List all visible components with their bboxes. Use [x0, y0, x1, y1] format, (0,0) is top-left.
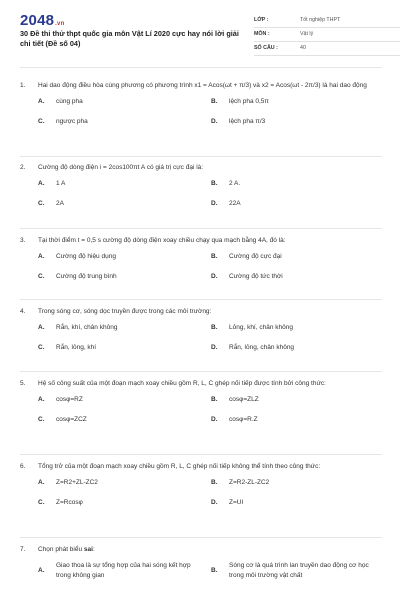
meta-value: Vật lý	[300, 31, 314, 37]
meta-value: 40	[300, 45, 306, 51]
option-letter: D.	[211, 416, 218, 423]
option-letter: A.	[38, 396, 45, 403]
answer-options	[20, 395, 382, 435]
exam-meta	[254, 14, 400, 56]
question-number: 2.	[20, 164, 26, 171]
question-text	[20, 379, 382, 389]
option-text: lệch pha 0,5π	[229, 98, 269, 105]
option-letter: B.	[211, 98, 218, 105]
question-5	[20, 379, 382, 435]
question-body-prefix: Chọn phát biểu	[38, 546, 84, 553]
option-text: 2 A.	[229, 180, 241, 187]
question-1	[20, 81, 382, 137]
exam-header	[20, 10, 382, 60]
option-letter: A.	[38, 98, 45, 105]
question-body: Tại thời điểm t = 0,5 s cường độ dòng điện xoay chiều chạy qua mạch bằng 4A, đó là:	[38, 237, 286, 244]
option-letter: C.	[38, 200, 45, 207]
option-text: cùng pha	[56, 98, 83, 105]
question-text	[20, 462, 382, 472]
answer-options	[20, 252, 382, 292]
option-letter: D.	[211, 118, 218, 125]
option-text: cosφ=RZ	[56, 396, 83, 403]
option-letter: B.	[211, 253, 218, 260]
question-6	[20, 462, 382, 518]
option-text: Cường độ cực đại	[229, 253, 282, 260]
option-letter: A.	[38, 479, 45, 486]
option-letter: C.	[38, 416, 45, 423]
question-divider	[20, 228, 382, 229]
question-7	[20, 545, 382, 600]
option-text: Cường độ trung bình	[56, 273, 117, 280]
answer-options	[20, 478, 382, 518]
option-letter: A.	[38, 567, 45, 574]
exam-title: 30 Đề thi thử thpt quốc gia môn Vật Lí 2020 cực hay nói lời giải chi tiết (Đề số 04)	[20, 29, 239, 48]
question-divider	[20, 454, 382, 455]
option-text: Z=UI	[229, 499, 244, 506]
option-letter: B.	[211, 567, 218, 574]
question-text	[20, 236, 382, 246]
option-text: ngược pha	[56, 118, 88, 125]
meta-value: Tốt nghiệp THPT	[300, 17, 341, 23]
question-divider	[20, 156, 382, 157]
question-number: 4.	[20, 308, 26, 315]
option-text: Rắn, lỏng, chân không	[229, 344, 295, 351]
question-number: 5.	[20, 380, 26, 387]
option-letter: C.	[38, 118, 45, 125]
logo-suffix: .vn	[55, 21, 65, 27]
option-letter: D.	[211, 499, 218, 506]
question-body-emphasis: sai	[83, 546, 93, 553]
option-letter: B.	[211, 479, 218, 486]
meta-row-subject	[254, 28, 400, 42]
option-text: Giao thoa là sự tổng hợp của hai sóng kết hợp trong không gian	[56, 562, 191, 579]
option-text: Cường độ tức thời	[229, 273, 283, 280]
option-text: cosφ=ZCZ	[56, 416, 87, 423]
question-text	[20, 163, 382, 173]
answer-options	[20, 323, 382, 363]
question-body: Cường độ dòng điện i = 2cos100πt A có giá trị cực đại là:	[38, 164, 204, 171]
option-letter: A.	[38, 253, 45, 260]
option-letter: A.	[38, 324, 45, 331]
meta-key: LỚP :	[254, 17, 269, 23]
option-text: Lỏng, khí, chân không	[229, 324, 293, 331]
option-letter: C.	[38, 499, 45, 506]
question-2	[20, 163, 382, 219]
meta-key: MÔN :	[254, 31, 270, 37]
meta-key: SỐ CÂU :	[254, 45, 278, 51]
question-number: 1.	[20, 82, 26, 89]
question-divider	[20, 537, 382, 538]
option-letter: D.	[211, 273, 218, 280]
option-text: 1 A	[56, 180, 66, 187]
question-text	[20, 81, 382, 91]
question-body: Tổng trở của một đoạn mạch xoay chiều gồm R, L, C ghép nối tiếp không thể tính theo công thức:	[38, 463, 321, 470]
option-letter: C.	[38, 273, 45, 280]
answer-options	[20, 179, 382, 219]
option-letter: C.	[38, 344, 45, 351]
question-divider	[20, 371, 382, 372]
option-text: Rắn, lỏng, khí	[56, 344, 97, 351]
answer-options	[20, 97, 382, 137]
question-divider	[20, 299, 382, 300]
option-text: lệch pha π/3	[229, 118, 266, 125]
meta-row-class	[254, 14, 400, 28]
meta-row-count	[254, 42, 400, 56]
question-4	[20, 307, 382, 363]
option-text: Z=R2-ZL-ZC2	[229, 479, 270, 486]
option-letter: D.	[211, 200, 218, 207]
question-3	[20, 236, 382, 292]
question-number: 3.	[20, 237, 26, 244]
option-letter: B.	[211, 396, 218, 403]
option-letter: A.	[38, 180, 45, 187]
option-text: Z=Rcosφ	[56, 499, 83, 506]
question-text	[20, 307, 382, 317]
option-letter: D.	[211, 344, 218, 351]
question-number: 7.	[20, 546, 26, 553]
option-text: 22A	[229, 200, 241, 207]
option-text: cosφ=R.Z	[229, 416, 258, 423]
option-letter: B.	[211, 180, 218, 187]
question-body: Hai dao động điều hòa cùng phương có phương trình x1 = Acos(ωt + π/3) và x2 = Acos(ωt - 2π/3) là hai dao động	[38, 82, 367, 89]
answer-options	[20, 561, 382, 600]
option-letter: B.	[211, 324, 218, 331]
option-text: Cường độ hiệu dụng	[56, 253, 116, 260]
option-text: cosφ=ZLZ	[229, 396, 259, 403]
option-text: Rắn, khí, chân không	[56, 324, 118, 331]
question-body-suffix: :	[92, 546, 95, 553]
option-text: Z=R2+ZL-ZC2	[56, 479, 98, 486]
site-logo[interactable]	[20, 12, 64, 29]
option-text: Sóng cơ là quá trình lan truyền dao động cơ học trong môi trường vật chất	[229, 562, 369, 579]
question-number: 6.	[20, 463, 26, 470]
option-text: 2A	[56, 200, 64, 207]
question-body: Hệ số công suất của một đoạn mạch xoay chiều gồm R, L, C ghép nối tiếp được tính bởi công thức:	[38, 380, 326, 387]
section-divider	[20, 67, 382, 68]
logo-main: 2048	[20, 12, 55, 29]
question-body: Trong sóng cơ, sóng dọc truyền được trong các môi trường:	[38, 308, 212, 315]
question-text	[20, 545, 382, 555]
